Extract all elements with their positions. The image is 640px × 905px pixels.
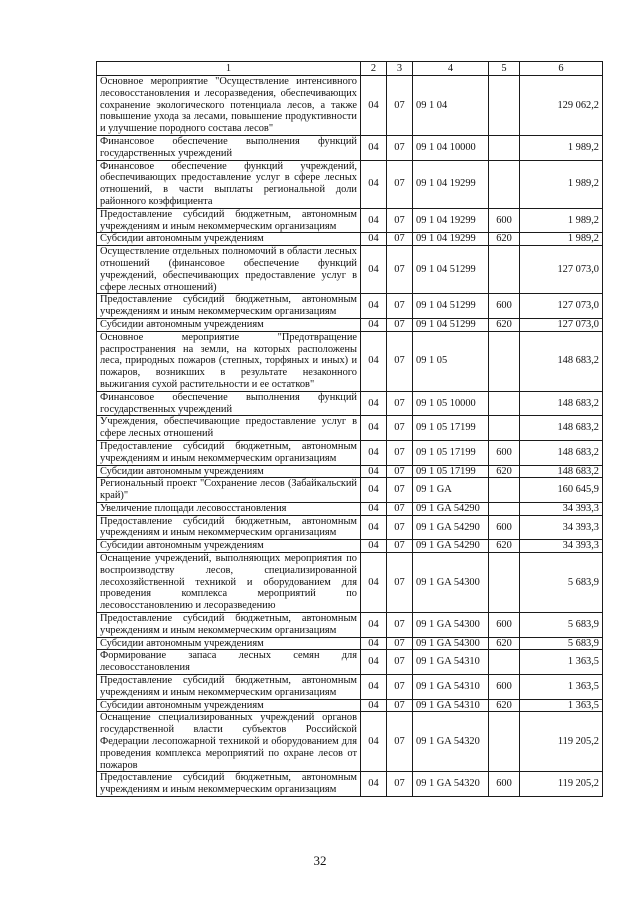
row-expense-type-cell: 620 [489, 465, 520, 478]
row-subsection-cell: 07 [387, 233, 413, 246]
row-expense-type-cell [489, 160, 520, 208]
row-amount-cell: 148 683,2 [520, 331, 603, 391]
table-row [97, 246, 603, 294]
row-target-article-cell: 09 1 05 17199 [413, 416, 489, 441]
row-name-cell: Предоставление субсидий бюджетным, автономным учреждениям и иным некоммерческим организациям [97, 294, 361, 319]
row-expense-type-cell: 600 [489, 515, 520, 540]
row-name-cell: Предоставление субсидий бюджетным, автономным учреждениям и иным некоммерческим организациям [97, 675, 361, 700]
row-target-article-cell: 09 1 GA [413, 478, 489, 503]
row-name-cell: Предоставление субсидий бюджетным, автономным учреждениям и иным некоммерческим организациям [97, 515, 361, 540]
row-expense-type-cell: 620 [489, 318, 520, 331]
table-row [97, 699, 603, 712]
row-subsection-cell: 07 [387, 208, 413, 233]
row-subsection-cell: 07 [387, 76, 413, 136]
row-section-cell: 04 [361, 540, 387, 553]
row-subsection-cell: 07 [387, 478, 413, 503]
row-expense-type-cell: 600 [489, 772, 520, 797]
row-amount-cell: 1 989,2 [520, 160, 603, 208]
col-header-amount: 6 [520, 62, 603, 76]
row-amount-cell: 5 683,9 [520, 553, 603, 613]
row-amount-cell: 34 393,3 [520, 515, 603, 540]
row-section-cell: 04 [361, 208, 387, 233]
row-section-cell: 04 [361, 294, 387, 319]
row-expense-type-cell [489, 416, 520, 441]
row-section-cell: 04 [361, 233, 387, 246]
row-amount-cell: 160 645,9 [520, 478, 603, 503]
row-section-cell: 04 [361, 391, 387, 416]
row-target-article-cell: 09 1 04 51299 [413, 246, 489, 294]
row-subsection-cell: 07 [387, 416, 413, 441]
row-expense-type-cell: 620 [489, 540, 520, 553]
row-name-cell: Основное мероприятие "Предотвращение распространения на земли, на которых расположены леса, природных пожаров (степных, торфяных и иных) и пожаров, возникших в результате незаконного выжигания сухой растительности и ее остатков" [97, 331, 361, 391]
row-section-cell: 04 [361, 553, 387, 613]
row-amount-cell: 5 683,9 [520, 613, 603, 638]
row-target-article-cell: 09 1 GA 54320 [413, 712, 489, 772]
row-name-cell: Оснащение учреждений, выполняющих мероприятия по воспроизводству лесов, специализированной лесохозяйственной техникой и оборудованием для проведения комплекса мероприятий по лесовосстановлению и лесоразведению [97, 553, 361, 613]
row-target-article-cell: 09 1 GA 54300 [413, 613, 489, 638]
row-expense-type-cell [489, 502, 520, 515]
row-section-cell: 04 [361, 772, 387, 797]
row-subsection-cell: 07 [387, 294, 413, 319]
row-amount-cell: 5 683,9 [520, 637, 603, 650]
row-subsection-cell: 07 [387, 246, 413, 294]
row-name-cell: Осуществление отдельных полномочий в области лесных отношений (финансовое обеспечение функций учреждений, обеспечивающих предоставление услуг в сфере лесных отношений) [97, 246, 361, 294]
row-expense-type-cell [489, 650, 520, 675]
row-amount-cell: 34 393,3 [520, 502, 603, 515]
row-subsection-cell: 07 [387, 318, 413, 331]
row-target-article-cell: 09 1 04 19299 [413, 233, 489, 246]
row-name-cell: Предоставление субсидий бюджетным, автономным учреждениям и иным некоммерческим организациям [97, 613, 361, 638]
row-amount-cell: 127 073,0 [520, 294, 603, 319]
row-target-article-cell: 09 1 GA 54310 [413, 699, 489, 712]
table-row [97, 650, 603, 675]
row-expense-type-cell: 600 [489, 294, 520, 319]
col-header-expense-type: 5 [489, 62, 520, 76]
row-section-cell: 04 [361, 699, 387, 712]
row-section-cell: 04 [361, 465, 387, 478]
row-name-cell: Субсидии автономным учреждениям [97, 233, 361, 246]
row-expense-type-cell [489, 553, 520, 613]
row-target-article-cell: 09 1 GA 54290 [413, 540, 489, 553]
row-subsection-cell: 07 [387, 540, 413, 553]
row-section-cell: 04 [361, 76, 387, 136]
table-row [97, 416, 603, 441]
row-target-article-cell: 09 1 05 17199 [413, 440, 489, 465]
row-name-cell: Субсидии автономным учреждениям [97, 699, 361, 712]
row-target-article-cell: 09 1 05 [413, 331, 489, 391]
table-row [97, 160, 603, 208]
row-amount-cell: 127 073,0 [520, 246, 603, 294]
row-amount-cell: 1 989,2 [520, 208, 603, 233]
row-expense-type-cell [489, 331, 520, 391]
row-amount-cell: 148 683,2 [520, 465, 603, 478]
row-target-article-cell: 09 1 GA 54320 [413, 772, 489, 797]
row-section-cell: 04 [361, 318, 387, 331]
row-subsection-cell: 07 [387, 160, 413, 208]
table-row [97, 208, 603, 233]
page-number: 32 [313, 853, 327, 868]
row-amount-cell: 1 363,5 [520, 675, 603, 700]
table-row [97, 540, 603, 553]
row-target-article-cell: 09 1 GA 54290 [413, 515, 489, 540]
row-subsection-cell: 07 [387, 502, 413, 515]
row-name-cell: Предоставление субсидий бюджетным, автономным учреждениям и иным некоммерческим организациям [97, 440, 361, 465]
row-amount-cell: 119 205,2 [520, 712, 603, 772]
row-name-cell: Увеличение площади лесовосстановления [97, 502, 361, 515]
row-expense-type-cell [489, 712, 520, 772]
row-section-cell: 04 [361, 712, 387, 772]
row-amount-cell: 148 683,2 [520, 391, 603, 416]
row-name-cell: Субсидии автономным учреждениям [97, 540, 361, 553]
row-expense-type-cell [489, 478, 520, 503]
table-row [97, 712, 603, 772]
table-row [97, 772, 603, 797]
row-name-cell: Финансовое обеспечение функций учреждений, обеспечивающих предоставление услуг в сфере лесных отношений, в части выплаты региональной доли районного коэффициента [97, 160, 361, 208]
row-target-article-cell: 09 1 04 19299 [413, 208, 489, 233]
row-section-cell: 04 [361, 246, 387, 294]
row-subsection-cell: 07 [387, 391, 413, 416]
row-target-article-cell: 09 1 04 51299 [413, 294, 489, 319]
row-subsection-cell: 07 [387, 465, 413, 478]
row-amount-cell: 1 363,5 [520, 699, 603, 712]
row-subsection-cell: 07 [387, 772, 413, 797]
row-subsection-cell: 07 [387, 675, 413, 700]
row-section-cell: 04 [361, 331, 387, 391]
budget-table [96, 61, 603, 797]
row-expense-type-cell [489, 246, 520, 294]
row-name-cell: Субсидии автономным учреждениям [97, 637, 361, 650]
row-subsection-cell: 07 [387, 440, 413, 465]
row-amount-cell: 148 683,2 [520, 416, 603, 441]
table-body [97, 76, 603, 797]
row-subsection-cell: 07 [387, 515, 413, 540]
row-target-article-cell: 09 1 GA 54310 [413, 650, 489, 675]
row-expense-type-cell: 600 [489, 675, 520, 700]
row-section-cell: 04 [361, 416, 387, 441]
row-target-article-cell: 09 1 04 19299 [413, 160, 489, 208]
row-target-article-cell: 09 1 05 10000 [413, 391, 489, 416]
row-expense-type-cell: 600 [489, 613, 520, 638]
table-row [97, 440, 603, 465]
row-expense-type-cell: 620 [489, 233, 520, 246]
row-target-article-cell: 09 1 GA 54310 [413, 675, 489, 700]
row-name-cell: Учреждения, обеспечивающие предоставление услуг в сфере лесных отношений [97, 416, 361, 441]
row-expense-type-cell: 620 [489, 637, 520, 650]
row-section-cell: 04 [361, 613, 387, 638]
row-subsection-cell: 07 [387, 135, 413, 160]
row-expense-type-cell [489, 135, 520, 160]
row-amount-cell: 1 989,2 [520, 233, 603, 246]
row-subsection-cell: 07 [387, 650, 413, 675]
row-section-cell: 04 [361, 478, 387, 503]
row-subsection-cell: 07 [387, 613, 413, 638]
col-header-section: 2 [361, 62, 387, 76]
row-section-cell: 04 [361, 637, 387, 650]
row-amount-cell: 1 989,2 [520, 135, 603, 160]
row-section-cell: 04 [361, 650, 387, 675]
row-target-article-cell: 09 1 GA 54290 [413, 502, 489, 515]
row-expense-type-cell [489, 76, 520, 136]
row-expense-type-cell: 600 [489, 440, 520, 465]
row-amount-cell: 148 683,2 [520, 440, 603, 465]
row-amount-cell: 34 393,3 [520, 540, 603, 553]
table-row [97, 515, 603, 540]
table-row [97, 331, 603, 391]
table-row [97, 478, 603, 503]
row-amount-cell: 127 073,0 [520, 318, 603, 331]
row-expense-type-cell: 620 [489, 699, 520, 712]
row-section-cell: 04 [361, 675, 387, 700]
row-subsection-cell: 07 [387, 712, 413, 772]
row-section-cell: 04 [361, 160, 387, 208]
row-target-article-cell: 09 1 04 [413, 76, 489, 136]
row-target-article-cell: 09 1 05 17199 [413, 465, 489, 478]
table-row [97, 391, 603, 416]
row-name-cell: Финансовое обеспечение выполнения функций государственных учреждений [97, 391, 361, 416]
table-row [97, 233, 603, 246]
row-name-cell: Региональный проект "Сохранение лесов (Забайкальский край)" [97, 478, 361, 503]
header-row [97, 62, 603, 76]
table-row [97, 465, 603, 478]
table-row [97, 502, 603, 515]
row-amount-cell: 119 205,2 [520, 772, 603, 797]
row-name-cell: Финансовое обеспечение выполнения функций государственных учреждений [97, 135, 361, 160]
row-section-cell: 04 [361, 515, 387, 540]
row-expense-type-cell [489, 391, 520, 416]
table-row [97, 135, 603, 160]
row-subsection-cell: 07 [387, 331, 413, 391]
col-header-subsection: 3 [387, 62, 413, 76]
row-name-cell: Основное мероприятие "Осуществление интенсивного лесовосстановления и лесоразведения, обеспечивающих сохранение экологического потенциала лесов, а также повышение ухода за лесами, повышение продуктивности и улучшение породного состава лесов" [97, 76, 361, 136]
row-target-article-cell: 09 1 GA 54300 [413, 637, 489, 650]
row-target-article-cell: 09 1 GA 54300 [413, 553, 489, 613]
row-target-article-cell: 09 1 04 10000 [413, 135, 489, 160]
row-subsection-cell: 07 [387, 699, 413, 712]
col-header-target-article: 4 [413, 62, 489, 76]
row-amount-cell: 1 363,5 [520, 650, 603, 675]
row-name-cell: Предоставление субсидий бюджетным, автономным учреждениям и иным некоммерческим организациям [97, 772, 361, 797]
table-row [97, 294, 603, 319]
row-section-cell: 04 [361, 135, 387, 160]
table-row [97, 318, 603, 331]
table-row [97, 76, 603, 136]
row-name-cell: Формирование запаса лесных семян для лесовосстановления [97, 650, 361, 675]
table-row [97, 637, 603, 650]
row-section-cell: 04 [361, 502, 387, 515]
row-target-article-cell: 09 1 04 51299 [413, 318, 489, 331]
col-header-name: 1 [97, 62, 361, 76]
row-subsection-cell: 07 [387, 637, 413, 650]
row-section-cell: 04 [361, 440, 387, 465]
row-amount-cell: 129 062,2 [520, 76, 603, 136]
row-name-cell: Субсидии автономным учреждениям [97, 465, 361, 478]
table-row [97, 675, 603, 700]
row-name-cell: Субсидии автономным учреждениям [97, 318, 361, 331]
table-row [97, 553, 603, 613]
row-expense-type-cell: 600 [489, 208, 520, 233]
table-row [97, 613, 603, 638]
row-name-cell: Предоставление субсидий бюджетным, автономным учреждениям и иным некоммерческим организациям [97, 208, 361, 233]
row-subsection-cell: 07 [387, 553, 413, 613]
row-name-cell: Оснащение специализированных учреждений органов государственной власти субъектов Российской Федерации лесопожарной техникой и оборудованием для проведения комплекса мероприятий по охране лесов от пожаров [97, 712, 361, 772]
